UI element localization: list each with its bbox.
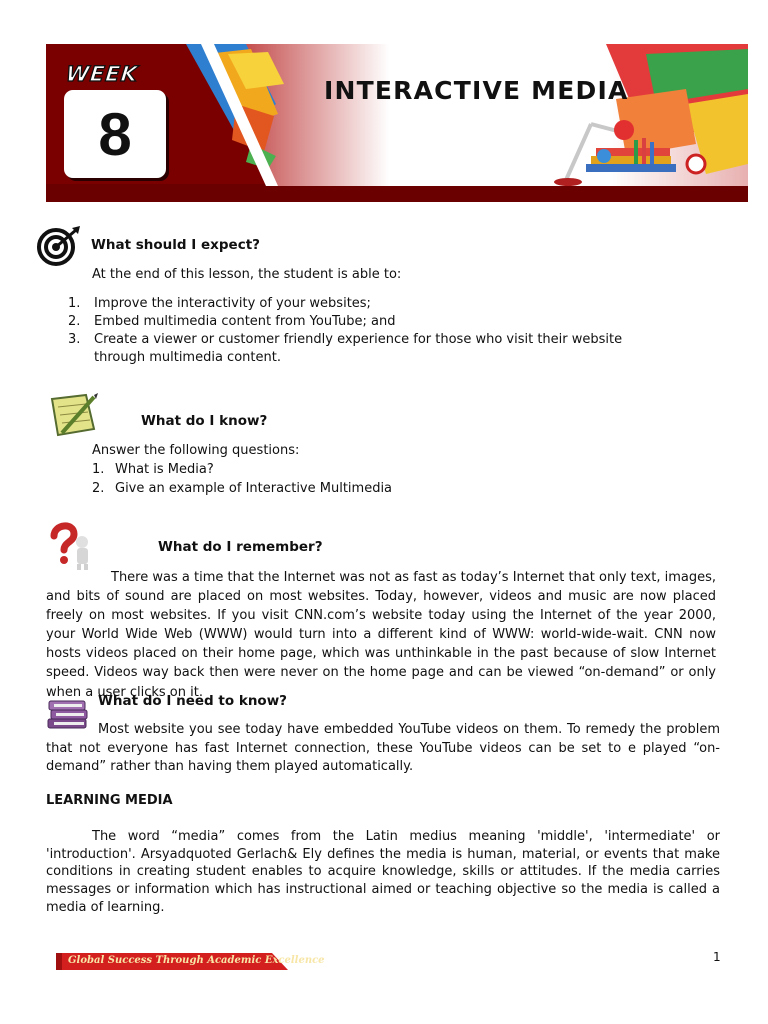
expect-intro: At the end of this lesson, the student is able to: (92, 267, 402, 282)
remember-paragraph: There was a time that the Internet was not as fast as today’s Internet that only text, images, and bits of sound are placed on most websites. Today, however, videos and music are now placed freely on most websites. If you visit CNN.com’s website today using the Internet of the year 2000, your World Wide Web (WWW) would turn into a different kind of WWW: world-wide-wait. CNN now hosts videos placed on their home page, which was unthinkable in the past because of slow Internet speed. Videos way back then were never on the home page and can be viewed “on-demand” or only when a user clicks on it. (46, 570, 716, 700)
week-number: 8 (98, 100, 132, 168)
list-text: Improve the interactivity of your websites; (94, 296, 371, 311)
question-person-icon (44, 520, 100, 570)
questions-list (92, 461, 592, 498)
notepad-pencil-icon (48, 393, 100, 439)
remember-heading: What do I remember? (158, 539, 323, 555)
learning-paragraph: The word “media” comes from the Latin medius meaning 'middle', 'intermediate' or 'introduction'. Arsyadquoted Gerlach& Ely defines the media is human, material, or events that make conditions in creating student enables to acquire knowledge, skills or attitudes. If the media carries messages or information which has instructional aimed or teaching objective so the media is called a media of learning. (46, 829, 720, 915)
week-banner (46, 44, 748, 202)
objectives-list (68, 295, 668, 367)
list-item (68, 295, 668, 313)
list-text: Embed multimedia content from YouTube; and (94, 314, 396, 329)
expect-heading: What should I expect? (91, 237, 260, 253)
list-number: 1. (92, 462, 105, 477)
week-number-card (64, 90, 166, 178)
need-heading: What do I need to know? (98, 693, 288, 709)
know-intro: Answer the following questions: (92, 443, 300, 458)
list-text: Give an example of Interactive Multimedia (115, 481, 393, 496)
week-label: WEEK (64, 62, 140, 86)
list-item (92, 480, 592, 498)
learning-heading: LEARNING MEDIA (46, 793, 173, 808)
footer-motto: Global Success Through Academic Excellence (68, 955, 325, 966)
target-icon (36, 226, 82, 266)
page-number: 1 (713, 950, 721, 964)
list-number: 3. (68, 332, 81, 347)
list-item (92, 461, 592, 479)
list-number: 2. (68, 314, 81, 329)
module-title: INTERACTIVE MEDIA (324, 76, 629, 105)
list-item (68, 313, 668, 331)
list-item (68, 331, 668, 367)
list-number: 2. (92, 481, 105, 496)
need-paragraph: Most website you see today have embedded YouTube videos on them. To remedy the problem that not everyone has fast Internet connection, these YouTube videos can be set to e played “on-demand” rather than having them played automatically. (46, 722, 720, 774)
list-text: Create a viewer or customer friendly experience for those who visit their website through multimedia content. (94, 332, 623, 365)
list-number: 1. (68, 296, 81, 311)
know-heading: What do I know? (141, 413, 268, 429)
list-text: What is Media? (115, 462, 214, 477)
